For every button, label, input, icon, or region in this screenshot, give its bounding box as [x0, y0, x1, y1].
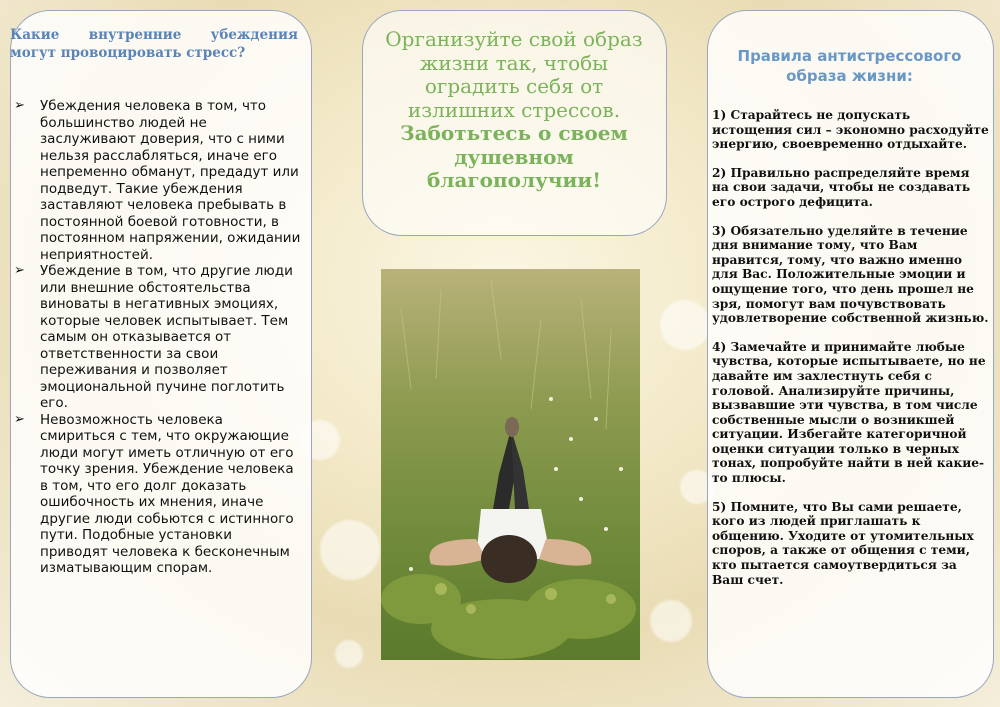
- list-item-text: Убеждения человека в том, что большинство людей не заслуживают доверия, что с ними нельзя расслабляться, иначе его непременно обманут, предадут или подведут. Такие убеждения заставляют человека пребывать в постоянной боевой готовности, в постоянном напряжении, ожидании неприятностей.: [40, 98, 301, 263]
- arrow-bullet-icon: ➢: [14, 98, 25, 113]
- list-item-text: Невозможность человека смириться с тем, что окружающие люди могут иметь отличную от его точку зрения. Убеждение человека в том, что его долг доказать ошибочность их мнения, иначе другие люди собьются с истинного пути. Подобные установки приводят человека к бесконечным изматывающим спорам.: [40, 411, 294, 576]
- woman-lying-in-grass-photo: [381, 269, 640, 660]
- rule-item: 4) Замечайте и принимайте любые чувства, которые испытываете, но не давайте им захлестнуть себя с головой. Анализируйте причины, вызвавшие эти чувства, в том числе собственные мысли о возникшей ситуации. Избегайте категоричной оценки ситуации только в черных тонах, попробуйте найти в ней какие-то плюсы.: [712, 339, 986, 486]
- left-panel-title: Какие внутренние убеждения могут провоцировать стресс?: [10, 27, 298, 61]
- rule-item: 2) Правильно распределяйте время на свои задачи, чтобы не создавать его острого дефицита.: [712, 165, 971, 209]
- list-item-text: Убеждение в том, что другие люди или внешние обстоятельства виноваты в негативных эмоциях, которые человек испытывает. Тем самым он отказывается от ответственности за свои переживания и позволяет эмоциональной пучине поглотить его.: [40, 263, 293, 411]
- list-item: [14, 263, 302, 412]
- arrow-bullet-icon: ➢: [14, 411, 25, 427]
- right-panel-title: Правила антистрессового образа жизни:: [737, 47, 962, 85]
- slogan-bold: Заботьтесь о своем душевном благополучии!: [400, 121, 628, 192]
- arrow-bullet-icon: ➢: [14, 263, 25, 278]
- rule-item: 3) Обязательно уделяйте в течение дня внимание тому, что Вам нравится, тому, что важно именно для Вас. Положительные эмоции и ощущение того, что день прошел не зря, помогут вам почувствовать удовлетворение собственной жизнью.: [712, 223, 989, 326]
- list-item: [14, 98, 302, 263]
- slogan-normal: Организуйте свой образ жизни так, чтобы оградить себя от излишних стрессов.: [385, 27, 643, 122]
- rule-item: 5) Помните, что Вы сами решаете, кого из людей приглашать к общению. Уходите от утомительных споров, а также от общения с теми, кто пытается самоутвердиться за Ваш счет.: [712, 499, 974, 587]
- slogan-text: [370, 28, 658, 193]
- list-item: [14, 412, 302, 577]
- rule-item: 1) Старайтесь не допускать истощения сил – экономно расходуйте энергию, своевременно отдыхайте.: [712, 108, 989, 152]
- antistress-rules-list: [712, 108, 990, 601]
- stress-beliefs-list: [14, 98, 302, 577]
